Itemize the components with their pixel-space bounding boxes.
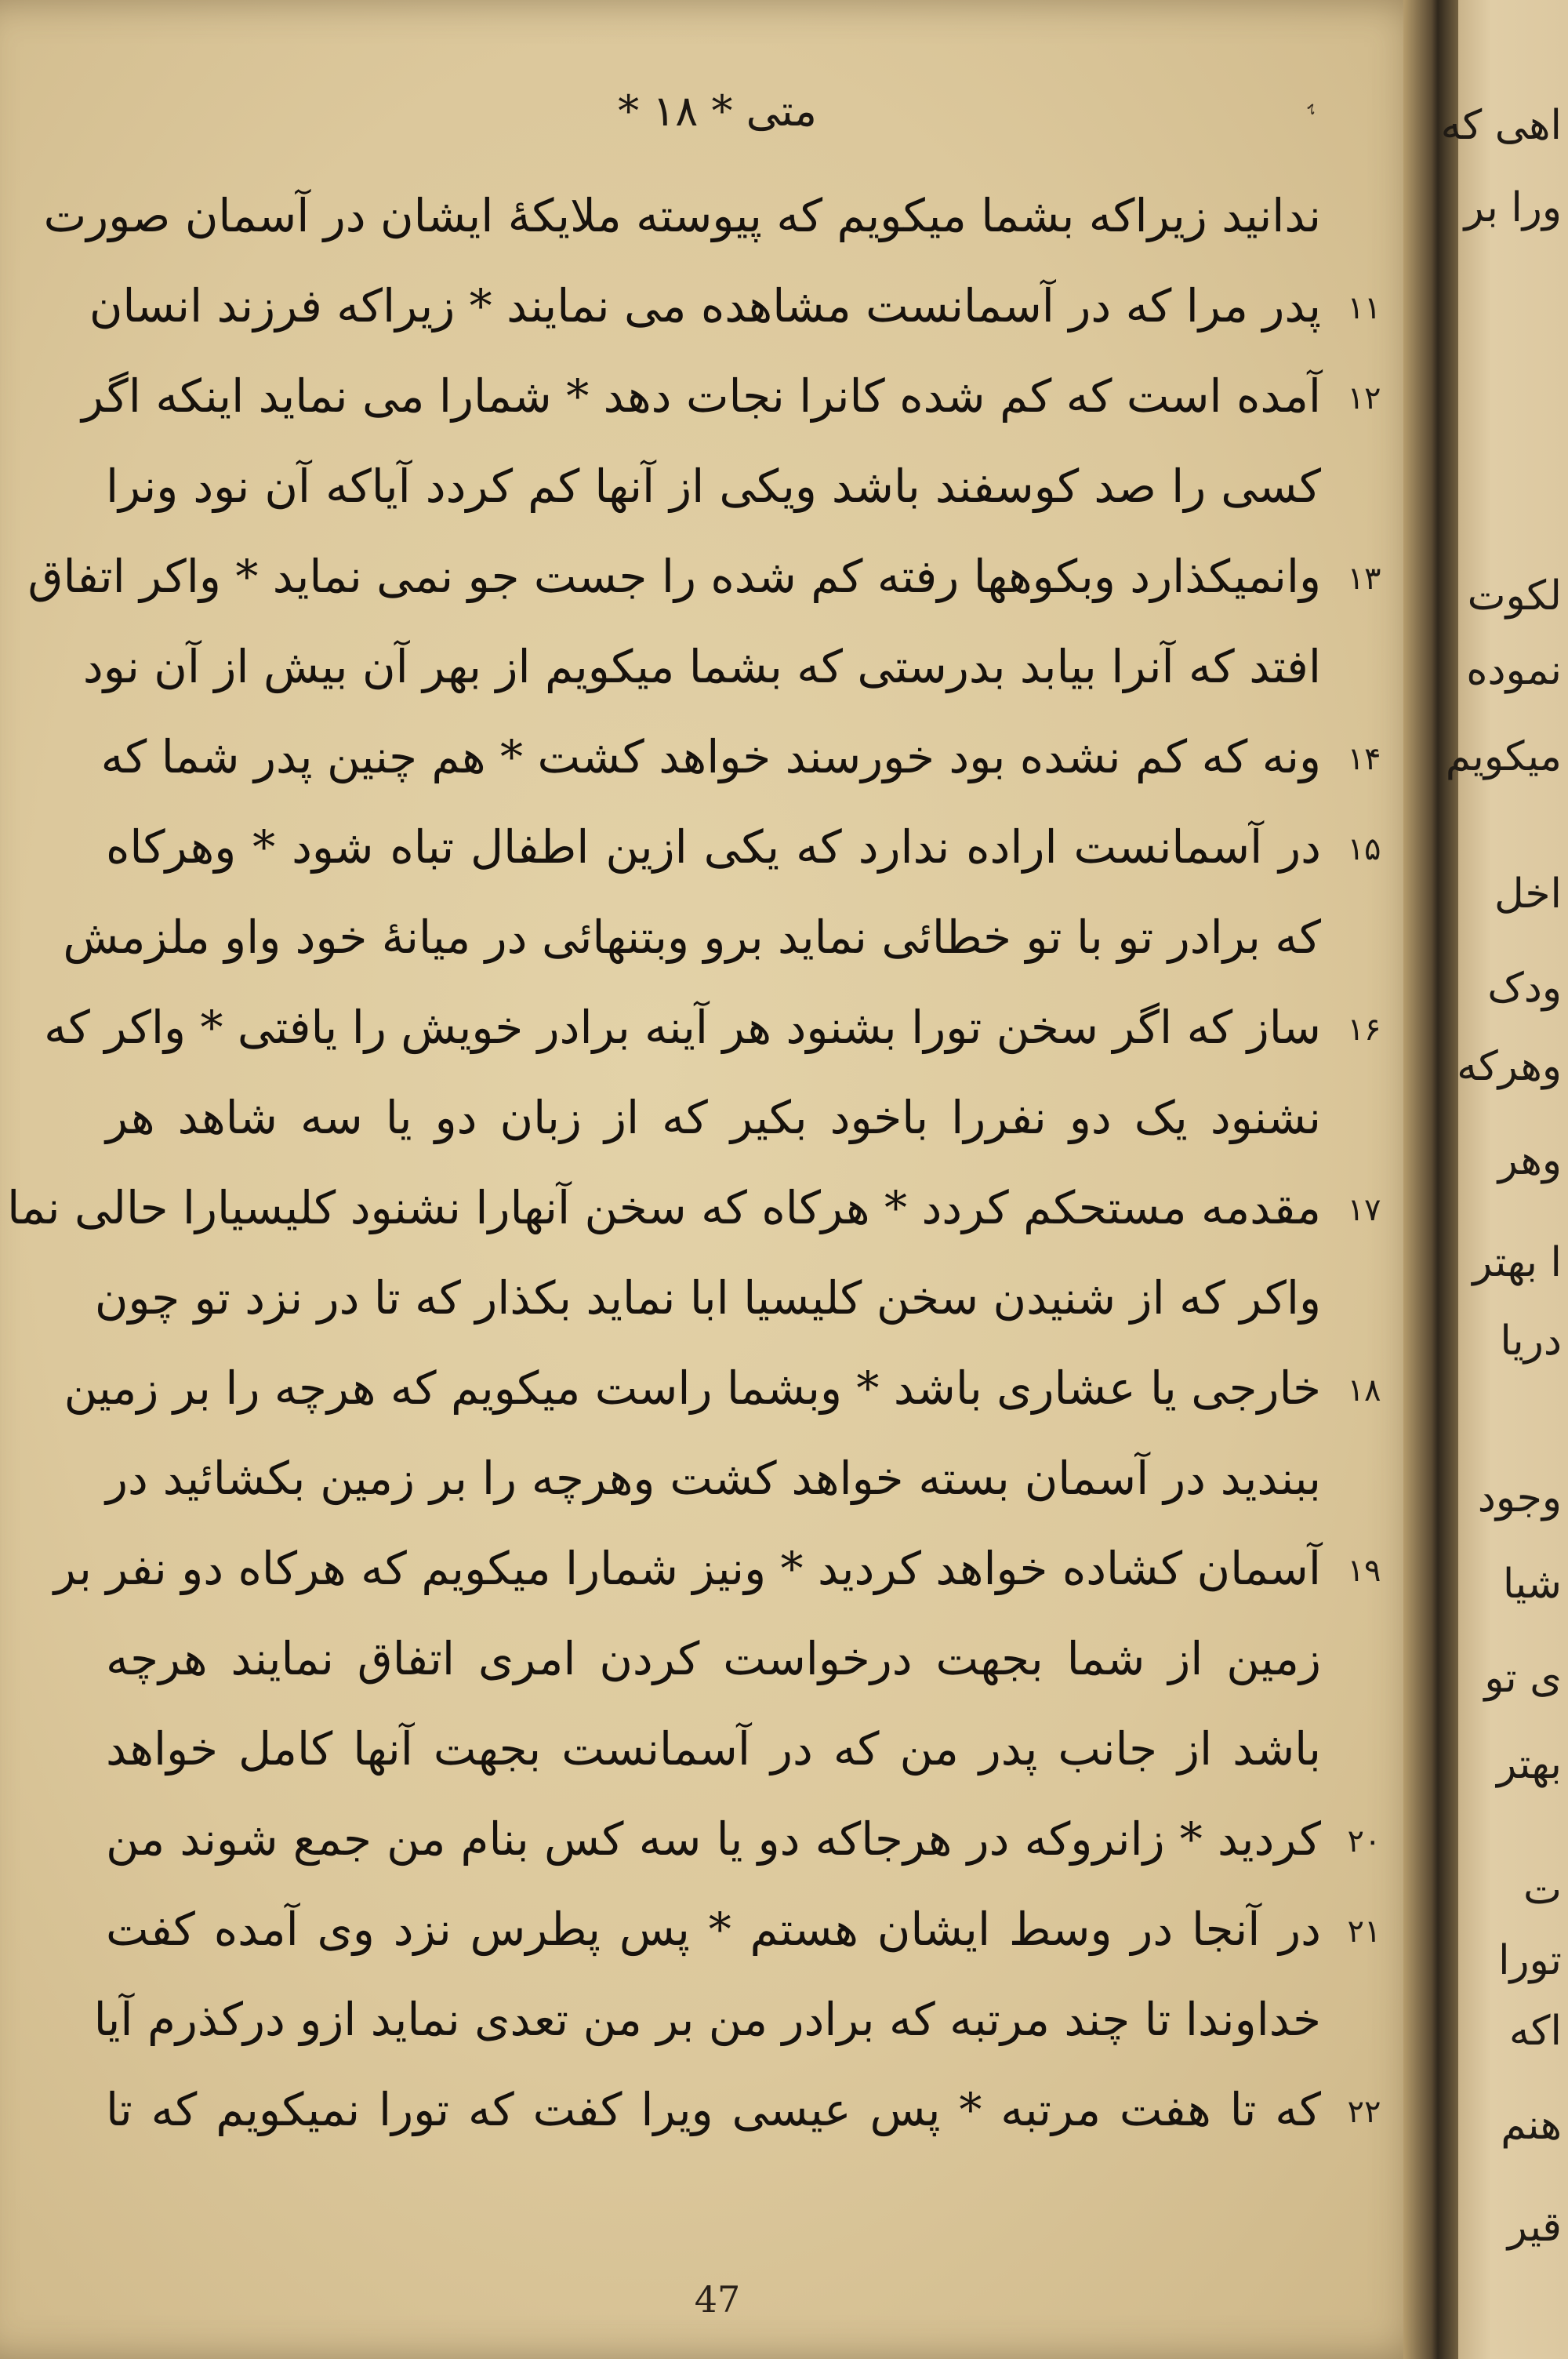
text-block	[7, 176, 1381, 2161]
facing-page-line: ودک	[1487, 965, 1562, 1012]
page-number: 47	[694, 2278, 741, 2321]
line-text: باشد از جانب پدر من که در آسمانست بجهت آنها کامل خواهد	[106, 1722, 1321, 1776]
facing-page-line: اخل	[1494, 871, 1562, 918]
text-line	[100, 718, 1381, 808]
text-line	[63, 898, 1321, 988]
facing-page-line: وهرکه	[1457, 1043, 1562, 1090]
facing-page-line: ت	[1523, 1866, 1562, 1914]
facing-page-line: قیر	[1507, 2204, 1562, 2251]
facing-page-edge	[1440, 0, 1568, 2359]
text-line	[106, 1439, 1321, 1529]
facing-page-line: ورا بر	[1464, 184, 1562, 231]
facing-page-line: نموده	[1466, 647, 1562, 694]
text-line	[93, 1980, 1321, 2070]
line-text: پدر مرا که در آسمانست مشاهده می نمایند * زیراکه فرزند انسان	[89, 279, 1321, 333]
facing-page-line: اهی که	[1440, 102, 1562, 149]
line-text: کردید * زانروکه در هرجاکه دو یا سه کس بنام من جمع شوند من	[106, 1812, 1321, 1866]
facing-page-line: بهتر	[1497, 1741, 1562, 1788]
facing-page-line: دریا	[1500, 1318, 1562, 1365]
facing-page-line: اکه	[1508, 2008, 1562, 2055]
verse-number: ۱۹	[1347, 1553, 1381, 1589]
text-line	[89, 267, 1381, 357]
text-line	[53, 1529, 1381, 1619]
line-text: افتد که آنرا بیابد بدرستی که بشما میکویم از بهر آن بیش از آن نود	[82, 640, 1321, 693]
text-line	[43, 176, 1321, 267]
line-text: ساز که اگر سخن تورا بشنود هر آینه برادر خویش را یافتی * واکر که	[44, 1001, 1321, 1054]
line-text: واکر که از شنیدن سخن کلیسیا ابا نماید بکذار که تا در نزد تو چون	[94, 1271, 1321, 1325]
line-text: ندانید زیراکه بشما میکویم که پیوسته ملایکهٔ ایشان در آسمان صورت	[43, 189, 1321, 242]
ornament-mark: ﮨ	[1308, 85, 1316, 116]
verse-number: ۱۳	[1347, 561, 1381, 597]
text-line	[106, 808, 1381, 898]
text-line	[44, 988, 1381, 1078]
line-text: زمین از شما بجهت درخواست کردن امری اتفاق نمایند هرچه	[106, 1632, 1321, 1685]
verse-number: ۱۵	[1347, 831, 1381, 867]
text-line	[106, 1800, 1381, 1890]
verse-number: ۲۲	[1347, 2094, 1381, 2130]
text-line	[106, 1619, 1321, 1710]
text-line	[106, 1710, 1321, 1800]
verse-number: ۱۲	[1347, 380, 1381, 416]
line-text: ونه که کم نشده بود خورسند خواهد کشت * هم چنین پدر شما که	[100, 730, 1321, 783]
text-line	[94, 1259, 1321, 1349]
line-text: کسی را صد کوسفند باشد ویکی از آنها کم کردد آیاکه آن نود ونرا	[106, 460, 1321, 513]
line-text: در آسمانست اراده ندارد که یکی ازین اطفال تباه شود * وهرکاه	[106, 820, 1321, 874]
text-line	[106, 1078, 1321, 1169]
verse-number: ۲۱	[1347, 1914, 1381, 1950]
verse-number: ۱۸	[1347, 1372, 1381, 1408]
facing-page-line: هنم	[1501, 2102, 1562, 2149]
text-line	[82, 627, 1321, 718]
line-text: که برادر تو با تو خطائی نماید برو وبتنهائی در میانهٔ خود واو ملزمش	[63, 911, 1321, 964]
line-text: وانمیکذارد وبکوهها رفته کم شده را جست جو نمی نماید * واکر اتفاق	[27, 550, 1321, 603]
line-text: مقدمه مستحکم کردد * هرکاه که سخن آنهارا نشنود کلیسیارا حالی نما	[7, 1181, 1321, 1234]
text-line	[27, 537, 1381, 627]
facing-page-line: وجود	[1477, 1474, 1562, 1521]
verse-number: ۲۰	[1347, 1823, 1381, 1859]
verse-number: ۱۱	[1347, 290, 1381, 326]
facing-page-line: میکویم	[1445, 733, 1562, 780]
text-line	[64, 1349, 1381, 1439]
book-gutter	[1403, 0, 1466, 2359]
text-line	[106, 1890, 1381, 1980]
text-line	[106, 447, 1321, 537]
facing-page-line: تورا	[1498, 1937, 1562, 1984]
facing-page-line: لکوت	[1467, 572, 1562, 620]
running-header: متی * ۱۸ *	[618, 86, 817, 136]
line-text: خارجی یا عشاری باشد * وبشما راست میکویم که هرچه را بر زمین	[64, 1361, 1321, 1415]
line-text: ببندید در آسمان بسته خواهد کشت وهرچه را بر زمین بکشائید در	[106, 1452, 1321, 1505]
facing-page-line: شیا	[1502, 1561, 1562, 1608]
facing-page-line: وهر	[1497, 1137, 1562, 1184]
facing-page-line: ا بهتر	[1472, 1239, 1562, 1286]
facing-page-line: ی تو	[1484, 1655, 1562, 1702]
line-text: آمده است که کم شده کانرا نجات دهد * شمارا می نماید اینکه اگر	[82, 369, 1321, 423]
line-text: در آنجا در وسط ایشان هستم * پس پطرس نزد وی آمده کفت	[106, 1903, 1321, 1956]
verse-number: ۱۶	[1347, 1012, 1381, 1048]
line-text: که تا هفت مرتبه * پس عیسی ویرا کفت که تورا نمیکویم که تا	[106, 2083, 1321, 2136]
text-line	[7, 1169, 1381, 1259]
text-line	[82, 357, 1381, 447]
line-text: آسمان کشاده خواهد کردید * ونیز شمارا میکویم که هرکاه دو نفر بر	[53, 1542, 1321, 1595]
verse-number: ۱۴	[1347, 741, 1381, 777]
text-line	[106, 2070, 1381, 2161]
line-text: خداوندا تا چند مرتبه که برادر من بر من تعدی نماید ازو درکذرم آیا	[93, 1993, 1321, 2046]
line-text: نشنود یک دو نفررا باخود بکیر که از زبان دو یا سه شاهد هر	[106, 1091, 1321, 1144]
verse-number: ۱۷	[1347, 1192, 1381, 1228]
